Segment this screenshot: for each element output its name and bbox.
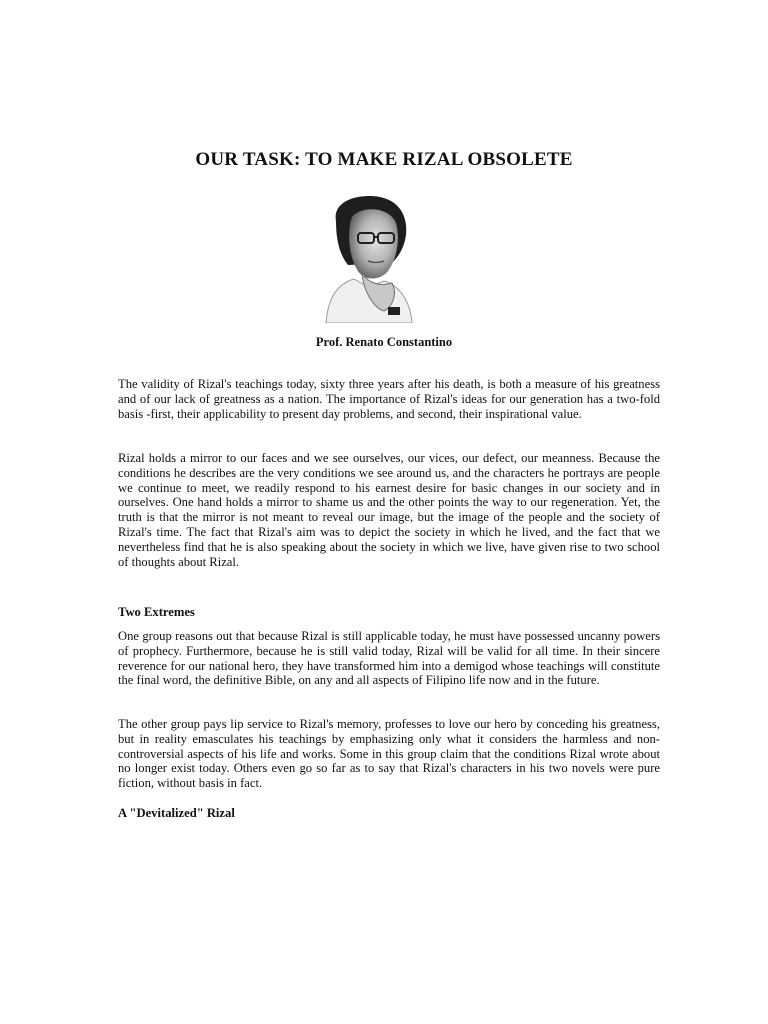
section-heading-two-extremes: Two Extremes bbox=[118, 605, 195, 619]
section-heading-devitalized-rizal: A "Devitalized" Rizal bbox=[118, 806, 235, 820]
paragraph-text: One group reasons out that because Rizal is still applicable today, he must have possessed uncanny powers of prophecy. Furthermore, because he is still valid today, Rizal will be valid for all time. In their sincere reverence for our national hero, they have transformed him into a demigod whose teachings will constitute the final word, the definitive Bible, on any and all aspects of Filipino life now and in the future. bbox=[118, 629, 660, 688]
paragraph-mirror bbox=[118, 451, 660, 569]
paragraph-text: The validity of Rizal's teachings today, sixty three years after his death, is both a measure of his greatness and of our lack of greatness as a nation. The importance of Rizal's ideas for our generation has a two-fold basis -first, their applicability to present day problems, and second, their inspirational value. bbox=[118, 377, 660, 421]
author-name: Prof. Renato Constantino bbox=[315, 335, 453, 349]
paragraph-text: The other group pays lip service to Rizal's memory, professes to love our hero by conceding his greatness, but in reality emasculates his teachings by emphasizing only what it considers the harmless and non-controversial aspects of his life and works. Some in this group claim that the conditions Rizal wrote about no longer exist today. Others even go so far as to say that Rizal's characters in his two novels were pure fiction, without basis in fact. bbox=[118, 717, 660, 791]
document-title: OUR TASK: TO MAKE RIZAL OBSOLETE bbox=[195, 149, 573, 170]
paragraph-intro bbox=[118, 377, 660, 421]
paragraph-second-group bbox=[118, 717, 660, 791]
paragraph-first-group bbox=[118, 629, 660, 688]
author-portrait bbox=[318, 191, 418, 323]
paragraph-text: Rizal holds a mirror to our faces and we see ourselves, our vices, our defect, our meanness. Because the conditions he describes are the very conditions we see around us, and the characters he portrays are people we continue to meet, we readily respond to his earnest desire for basic changes in our society and in ourselves. One hand holds a mirror to shame us and the other points the way to our regeneration. Yet, the truth is that the mirror is not meant to reveal our image, but the image of the people and the society of Rizal's time. The fact that Rizal's aim was to depict the society in which he lived, and the fact that we nevertheless find that he is also speaking about the society in which we live, have given rise to two school of thoughts about Rizal. bbox=[118, 451, 660, 569]
